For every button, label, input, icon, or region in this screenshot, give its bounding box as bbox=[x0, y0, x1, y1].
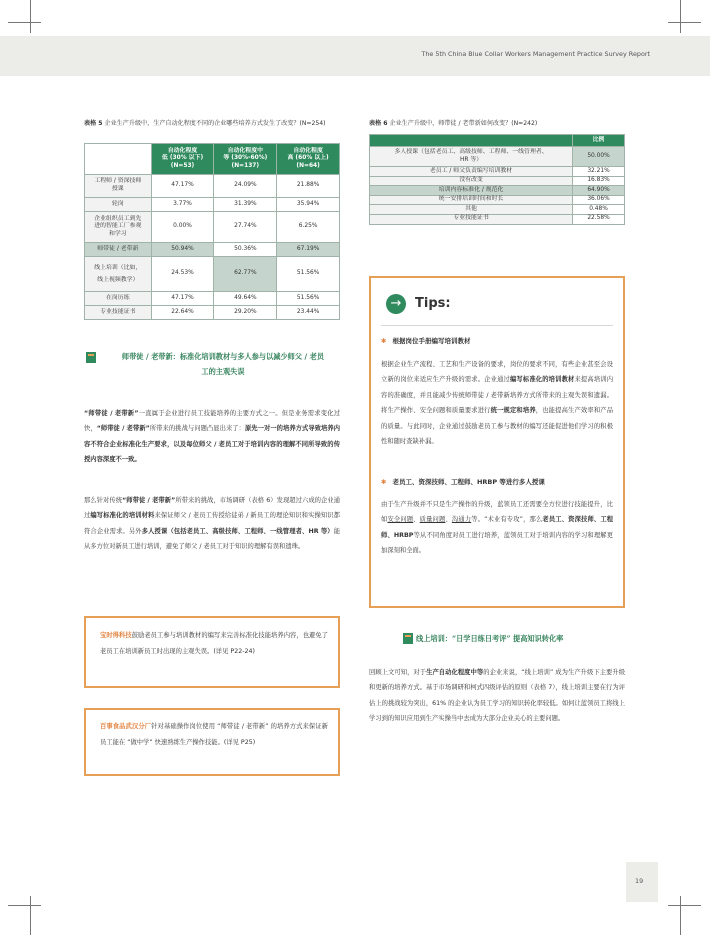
table-row bbox=[370, 167, 625, 177]
cell: 36.06% bbox=[573, 195, 625, 205]
row-label: 统一安排培训时间和时长 bbox=[370, 195, 573, 205]
table-row bbox=[85, 306, 340, 320]
crop-mark bbox=[8, 22, 41, 23]
tips-item1-title: ✱ 根据岗位手册编写培训教材 bbox=[381, 337, 471, 345]
crop-mark bbox=[680, 896, 681, 935]
case-box bbox=[84, 708, 340, 776]
table-row bbox=[370, 214, 625, 224]
table6 bbox=[369, 134, 625, 225]
table5-caption-text: 企业生产升级中，生产自动化程度不同的企业哪些培养方式发生了改变？(N=254) bbox=[104, 120, 326, 127]
cell: 67.19% bbox=[277, 243, 340, 257]
cell: 49.64% bbox=[214, 292, 277, 306]
row-label: 老员工 / 师父负责编写培训教材 bbox=[370, 167, 573, 177]
cell: 24.09% bbox=[214, 175, 277, 198]
table6-label: 表格 6 bbox=[369, 120, 388, 127]
cell: 0.00% bbox=[151, 212, 214, 243]
paragraph: 回顾上文可知，对于生产自动化程度中等的企业来说，“线上培训” 成为生产升级下主要升级和更新的培养方式。基于市场调研和柯式四级评估的原则（表格 7），线上培训主要在行为评估上的挑战较为突出，61% 的企业认为员工学习的知识转化率较低。如何让蓝领员工将线上学习到的知识应用到生产实操当中去成为大部分企业关心的主要问题。 bbox=[369, 669, 626, 723]
cell: 50.00% bbox=[573, 147, 625, 167]
row-label: 多人授课（包括老员工、高级技师、工程师、一线管理者、 HR 等） bbox=[370, 147, 573, 167]
table5-col-header: 自动化程度 高 (60% 以上) (N=64) bbox=[277, 144, 340, 175]
table-row bbox=[85, 257, 340, 292]
row-label: 师带徒 / 老带新 bbox=[85, 243, 152, 257]
case-text: 百事食品武汉分厂针对基础操作岗位使用 “师带徒 / 老带新” 的培养方式来保证新员工能在 “做中学” 快速熟练生产操作技能。(详见 P25) bbox=[100, 723, 329, 746]
tips-title: Tips: bbox=[415, 296, 451, 311]
row-label: 培训内容标准化 / 规范化 bbox=[370, 186, 573, 196]
table6-caption-text: 企业生产升级中，师带徒 / 老带新如何改变？(N=242) bbox=[389, 120, 538, 127]
cell: 22.64% bbox=[151, 306, 214, 320]
crop-mark bbox=[668, 905, 701, 906]
row-label: 专业技能证书 bbox=[370, 214, 573, 224]
cell: 27.74% bbox=[214, 212, 277, 243]
table6-caption bbox=[369, 120, 629, 129]
section-icon bbox=[403, 633, 413, 644]
cell: 31.39% bbox=[214, 198, 277, 212]
table5-corner bbox=[85, 144, 152, 175]
tips-box bbox=[369, 276, 625, 608]
table-row bbox=[370, 186, 625, 196]
table6-col-header: 比例 bbox=[573, 135, 625, 147]
row-label: 轮岗 bbox=[85, 198, 152, 212]
row-label: 在岗历练 bbox=[85, 292, 152, 306]
table5-caption bbox=[84, 120, 350, 129]
table5-label: 表格 5 bbox=[84, 120, 103, 127]
cell: 6.25% bbox=[277, 212, 340, 243]
row-label: 专业技能证书 bbox=[85, 306, 152, 320]
table-row bbox=[85, 292, 340, 306]
case-box bbox=[84, 616, 340, 688]
table5-col-header: 自动化程度 低 (30% 以下) (N=53) bbox=[151, 144, 214, 175]
page-number: 19 bbox=[635, 877, 644, 885]
tips-item1-text: 根据企业生产流程、工艺和生产设备的要求，岗位的要求不同，有些企业甚至会设立新的岗位来适应生产升级的需求。企业通过编写标准化的培训教材来提高培训内容的准确度，并且能减少传统师带徒 / 老带新培养方式所带来的主观失误和遗漏。将生产操作、安全问题和质量要求进行统一规定和培养，也能提高生产效率和产品的质量。与此同时，企业通过鼓励老员工参与教材的编写还能促进他们学习的积极性和随时查缺补漏。 bbox=[381, 361, 614, 446]
cell: 29.20% bbox=[214, 306, 277, 320]
section-icon bbox=[86, 352, 96, 363]
cell: 23.44% bbox=[277, 306, 340, 320]
cell: 32.21% bbox=[573, 167, 625, 177]
table-row bbox=[370, 176, 625, 186]
cell: 50.36% bbox=[214, 243, 277, 257]
cell: 50.94% bbox=[151, 243, 214, 257]
tips-item2-title: ✱ 老员工、资深技师、工程师、HRBP 等进行多人授课 bbox=[381, 478, 545, 486]
cell: 51.56% bbox=[277, 292, 340, 306]
table-row bbox=[370, 147, 625, 167]
cell: 0.48% bbox=[573, 205, 625, 215]
cell: 47.17% bbox=[151, 175, 214, 198]
cell: 3.77% bbox=[151, 198, 214, 212]
table5-col-header: 自动化程度中 等 (30%-60%) (N=137) bbox=[214, 144, 277, 175]
row-label: 其他 bbox=[370, 205, 573, 215]
report-title: The 5th China Blue Collar Workers Management Practice Survey Report bbox=[421, 50, 650, 58]
cell: 62.77% bbox=[214, 257, 277, 292]
bullet-icon: ✱ bbox=[381, 478, 387, 486]
paragraph: 那么针对传统“师带徒 / 老带新”所带来的挑战，市场调研（表格 6）发现超过六成的企业通过编写标准化的培训材料来保证师父 / 老员工传授给徒弟 / 新员工的理论知识和实操知识都符合企业需求。另外多人授课（包括老员工、高级技师、工程师、一线管理者、HR 等）能从多方位对新员工进行培训，避免了师父 / 老员工对于知识的理解有误和遗珠。 bbox=[84, 497, 341, 551]
table-row bbox=[85, 243, 340, 257]
table-row bbox=[85, 175, 340, 198]
row-label: 工程师 / 资深技师 授课 bbox=[85, 175, 152, 198]
crop-mark bbox=[30, 896, 31, 935]
crop-mark bbox=[668, 22, 701, 23]
table-row bbox=[85, 212, 340, 243]
row-label: 没有改变 bbox=[370, 176, 573, 186]
crop-mark bbox=[8, 905, 41, 906]
table6-corner bbox=[370, 135, 573, 147]
cell: 47.17% bbox=[151, 292, 214, 306]
case-text: 宝时得科技鼓励老员工参与培训教材的编写来完善标准化技能培养内容，也避免了老员工在培训新员工时出现的主观失误。(详见 P22-24) bbox=[100, 632, 329, 655]
crop-mark bbox=[30, 0, 31, 33]
crop-mark bbox=[680, 0, 681, 33]
section2-title: 线上培训：“日学日练日考评” 提高知识转化率 bbox=[416, 634, 564, 643]
cell: 16.83% bbox=[573, 176, 625, 186]
bullet-icon: ✱ bbox=[381, 337, 387, 345]
row-label: 线上培训（比如， 线上视频教学） bbox=[85, 257, 152, 292]
cell: 24.53% bbox=[151, 257, 214, 292]
table-row bbox=[370, 205, 625, 215]
table-row bbox=[85, 198, 340, 212]
table5 bbox=[84, 143, 340, 320]
cell: 64.90% bbox=[573, 186, 625, 196]
section1-title: 师带徒 / 老带新：标准化培训教材与多人参与以减少师父 / 老员 工的主观失误 bbox=[121, 352, 325, 376]
row-label: 企业组织员工到先 进的智能工厂参观 和学习 bbox=[85, 212, 152, 243]
arrow-right-icon: → bbox=[386, 294, 406, 314]
table-row bbox=[370, 195, 625, 205]
cell: 21.88% bbox=[277, 175, 340, 198]
cell: 51.56% bbox=[277, 257, 340, 292]
paragraph: “师带徒 / 老带新”一直属于企业进行员工技能培养的主要方式之一。但是业务需求变化过快，“师带徒 / 老带新”所带来的挑战与问题凸显出来了：原先一对一的培养方式导致培养内容不符合企业标准化生产要求，以及每位师父 / 老员工对于培训内容的理解不同所导致的传授内容深度不一致。 bbox=[84, 410, 341, 464]
cell: 35.94% bbox=[277, 198, 340, 212]
divider bbox=[381, 325, 613, 326]
page-number-tab bbox=[626, 862, 658, 902]
tips-item2-text: 由于生产升级并不只是生产操作的升级，蓝领员工还需要全方位进行技能提升，比如安全问题、质量问题、沟通力等。“术业有专攻”，那么老员工、资深技师、工程师、HRBP等从不同角度对员工进行培养，蓝领员工对于培训内容的学习和理解更加深刻和全面。 bbox=[381, 501, 614, 555]
cell: 22.58% bbox=[573, 214, 625, 224]
